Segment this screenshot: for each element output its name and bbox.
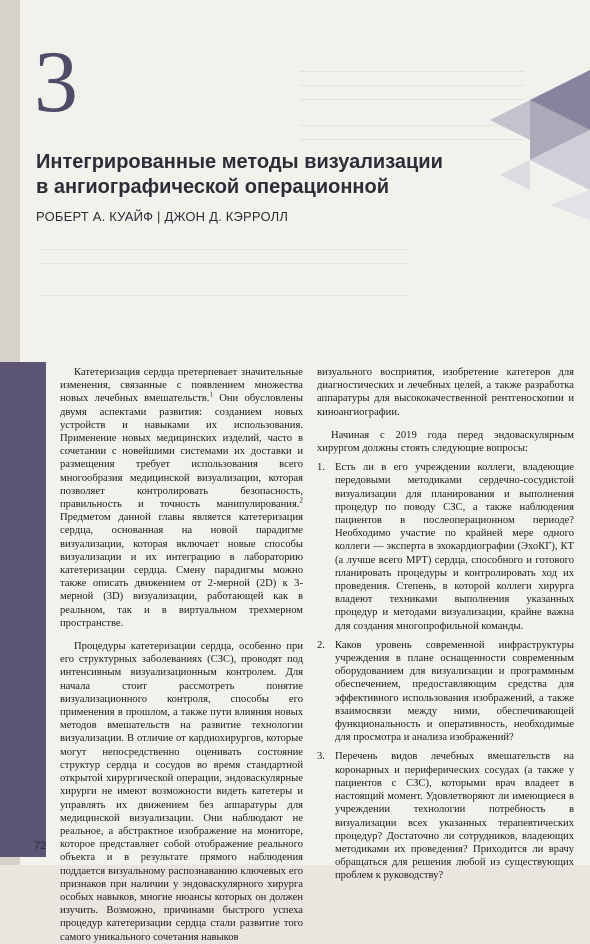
right-column xyxy=(317,366,574,883)
chapter-title-line-2: в ангиографической операционной xyxy=(36,176,390,198)
chapter-authors: РОБЕРТ А. КУАЙФ | ДЖОН Д. КЭРРОЛЛ xyxy=(36,209,289,224)
page-number: 72 xyxy=(34,840,47,852)
list-item xyxy=(317,639,574,745)
list-item xyxy=(317,750,574,882)
list-item-text: Перечень видов лечебных вмешательств на коронарных и периферических сосудах (а также у пациентов с СЗС), которыми врач владеет в настоящий момент. Удовлетворяют ли имеющиеся в учреждении технологии потребность в визуализации всех указанных терапевтических процедур? Достаточно ли сотрудников, владеющих методиками их проведения? Приходится ли врачу обращаться для решения любой из существующих проблем к руководству? xyxy=(335,751,574,882)
chapter-number: 3 xyxy=(34,34,78,131)
paragraph-continuation: визуального восприятия, изобретение катетеров для диагностических и лечебных целей, а также разработка аппаратуры для высококачественной рентгеноскопии и киноангиографии. xyxy=(317,367,574,418)
footnote-ref-2[interactable]: 2 xyxy=(299,496,303,505)
left-column xyxy=(60,366,303,944)
chapter-title-line-1: Интегрированные методы визуализации xyxy=(36,151,443,173)
list-item-number: 3. xyxy=(317,751,325,763)
list-item-number: 2. xyxy=(317,639,325,651)
accent-sidebar-bar xyxy=(0,362,46,857)
bleed-through-texture: ———————————————————————————— ———————————————————————————— ———————————————————————————— ———————————————————————————— ———————————————————————————— —————————————————————————————————————————————— —————————————————————————————————————————————— —————————————————————————————————————————————— xyxy=(40,66,524,299)
paragraph-questions-intro: Начиная с 2019 года перед эндоваскулярным хирургом должны стоять следующие вопросы: xyxy=(317,429,574,455)
footnote-ref-1[interactable]: 1 xyxy=(209,390,213,399)
decorative-triangles xyxy=(470,60,590,220)
list-item-text: Есть ли в его учреждении коллеги, владеющие передовыми методиками сердечно-сосудистой визуализации для планирования и выполнения процедур по поводу СЗС, а также наблюдения пациентов в послеоперационном периоде? Необходимо участие по крайней мере одного коллеги — эксперта в эхокардиографии (ЭхоКГ), КТ (а лучше всего МРТ) сердца, способного и готового планировать процедуры и контролировать ход их проведения. Степень, в которой коллеги хирурга владеют техниками выполнения указанных процедур и методами визуализации, крайне важна для создания многопрофильной команды. xyxy=(335,462,574,632)
list-item-number: 1. xyxy=(317,462,325,474)
list-item-text: Каков уровень современной инфраструктуры учреждения в плане оснащенности современным оборудованием для визуализации и программным обеспечением, предоставляющим средства для эффективного использования изображений, а также взаимосвязи между ними, обеспечивающей функциональность и оперативность, необходимые для просмотра и анализа изображений? xyxy=(335,639,574,744)
chapter-title xyxy=(36,150,476,200)
paragraph-procedures: Процедуры катетеризации сердца, особенно при его структурных заболеваниях (СЗС), проводят под интенсивным визуализационным контролем. Для начала стоит рассмотреть понятие визуализационного контроля, способы его применения в прошлом, а также пути влияния новых методов вмешательств на развитие технологии визуализации. В отличие от кардиохирургов, которые могут непосредственно оценивать состояние структур сердца и сосудов во время стандартной открытой хирургической операции, эндоваскулярные хирурги не имеют возможности видеть катетеры и управлять их движением без аппаратуры для медицинской визуализации. Они наблюдают не реальное, а абстрактное изображение на мониторе, которое представляет собой отображение реального объекта и в результате прямого наблюдения поддается визуальному распознаванию ключевых его признаков при наличии у эндоваскулярного хирурга особых навыков, многие нюансы которых он должен изучить. Возможно, причинами быстрого успеха процедур катетеризации сердца стали развитие того самого уникального сочетания навыков xyxy=(60,641,303,943)
list-item xyxy=(317,461,574,633)
paragraph-intro: Катетеризация сердца претерпевает значительные изменения, связанные с появлением множества новых лечебных вмешательств.$^1$ Они обусловлены двумя аспектами развития: созданием новых устройств и навыками их использования. Применение новых медицинских изделий, часто в сочетании с новейшими системами их доставки и размещения требует использования всего многообразия медицинской визуализации, которая позволяет контролировать безопасность, правильность и точность манипулирования.$^2$ Предметом данной главы является катетеризация сердца, основанная на новой парадигме визуализации, которая включает новые способы визуализации и их интеграцию в лабораторию катетеризации сердца. Смену парадигмы можно также описать движением от 2-мерной (2D) к 3-мерной (3D) визуализации, работающей как в реальном, так и в виртуальном трехмерном пространстве. xyxy=(60,367,304,629)
